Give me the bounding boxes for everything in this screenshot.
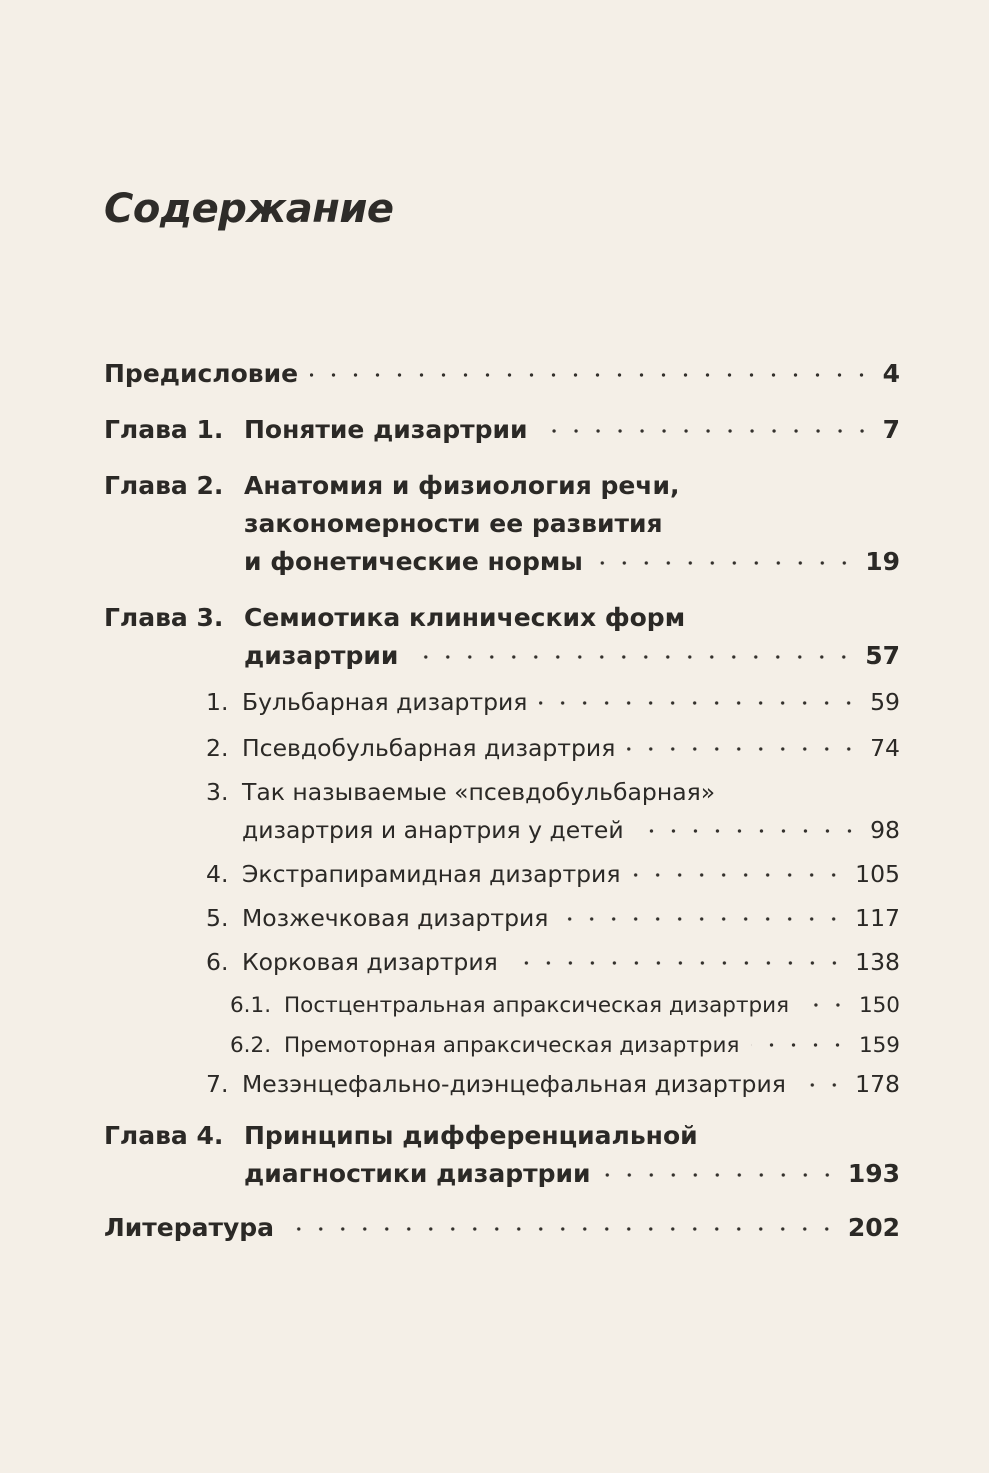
section-title: Бульбарная дизартрия [242, 688, 528, 716]
toc-page-number: 7 [882, 415, 900, 444]
dot-leader [286, 1222, 838, 1236]
toc-entry-chapter-2-line-2 [104, 498, 900, 538]
section-title: Экстрапирамидная дизартрия [242, 860, 621, 888]
toc-entry-chapter-2-line-1[interactable] [104, 460, 900, 500]
dot-leader [627, 742, 860, 756]
toc-page-number: 178 [855, 1070, 900, 1098]
dot-leader [801, 998, 849, 1012]
toc-entry-title-line: дизартрии [244, 641, 399, 670]
toc-page-number: 59 [870, 688, 900, 716]
section-number: 5. [206, 904, 229, 932]
section-title: Мозжечковая дизартрия [242, 904, 549, 932]
section-title: Постцентральная апраксическая дизартрия [284, 993, 790, 1018]
toc-section-3-line-1[interactable] [206, 766, 900, 806]
toc-page-number: 74 [870, 734, 900, 762]
section-title: Корковая дизартрия [242, 948, 498, 976]
toc-page-number: 98 [870, 816, 900, 844]
dot-leader [510, 956, 845, 970]
dot-leader [540, 424, 873, 438]
dot-leader [798, 1078, 845, 1092]
toc-section-6[interactable] [206, 936, 900, 976]
toc-entry-chapter-1[interactable] [104, 404, 900, 444]
section-number: 7. [206, 1070, 229, 1098]
toc-entry-chapter-2-line-3 [104, 536, 900, 576]
dot-leader [595, 556, 855, 570]
toc-entry-title-line: закономерности ее развития [244, 509, 663, 538]
toc-entry-title-line: Анатомия и физиология речи, [244, 471, 680, 500]
page-title: Содержание [104, 186, 394, 232]
toc-entry-title-line: и фонетические нормы [244, 547, 583, 576]
chapter-label: Глава 2. [104, 471, 224, 500]
chapter-label: Глава 1. [104, 415, 224, 444]
toc-entry-title: Понятие дизартрии [244, 415, 528, 444]
section-number: 6.1. [230, 993, 272, 1018]
toc-section-7[interactable] [206, 1058, 900, 1098]
toc-page-number: 105 [855, 860, 900, 888]
section-title: Премоторная апраксическая дизартрия [284, 1033, 740, 1058]
dot-leader [560, 912, 845, 926]
toc-entry-literature[interactable] [104, 1202, 900, 1242]
toc-section-1[interactable] [206, 676, 900, 716]
toc-entry-title: Предисловие [104, 359, 299, 388]
toc-section-2[interactable] [206, 722, 900, 762]
toc-subsection-6-1[interactable] [230, 978, 900, 1018]
section-number: 6. [206, 948, 229, 976]
section-number: 3. [206, 778, 229, 806]
toc-page-number: 117 [855, 904, 900, 932]
section-title-line: Так называемые «псевдобульбарная» [242, 778, 716, 806]
toc-page-number: 19 [865, 547, 900, 576]
section-number: 6.2. [230, 1033, 272, 1058]
section-title: Мезэнцефально-диэнцефальная дизартрия [242, 1070, 786, 1098]
toc-entry-title-line: Принципы дифференциальной [244, 1121, 698, 1150]
toc-entry-chapter-4-line-1[interactable] [104, 1110, 900, 1150]
toc-page-number: 202 [847, 1213, 900, 1242]
toc-entry-preface[interactable] [104, 348, 900, 388]
section-title-line: дизартрия и анартрия у детей [242, 816, 624, 844]
dot-leader [636, 824, 860, 838]
toc-entry-title: Литература [104, 1213, 275, 1242]
toc-page-number: 193 [847, 1159, 900, 1188]
toc-entry-chapter-3-line-2 [104, 630, 900, 670]
dot-leader [632, 868, 845, 882]
dot-leader [410, 650, 855, 664]
toc-entry-title-line: диагностики дизартрии [244, 1159, 591, 1188]
dot-leader [539, 696, 860, 710]
toc-page-number: 159 [858, 1033, 900, 1058]
dot-leader [310, 368, 873, 382]
toc-section-5[interactable] [206, 892, 900, 932]
toc-subsection-6-2[interactable] [230, 1018, 900, 1058]
toc-page-number: 4 [882, 359, 900, 388]
section-title: Псевдобульбарная дизартрия [242, 734, 616, 762]
toc-page-number: 150 [858, 993, 900, 1018]
toc-section-4[interactable] [206, 848, 900, 888]
chapter-label: Глава 4. [104, 1121, 224, 1150]
section-number: 1. [206, 688, 229, 716]
chapter-label: Глава 3. [104, 603, 224, 632]
toc-entry-chapter-3-line-1[interactable] [104, 592, 900, 632]
section-number: 4. [206, 860, 229, 888]
dot-leader [751, 1038, 849, 1052]
toc-page-number: 138 [855, 948, 900, 976]
toc-entry-title-line: Семиотика клинических форм [244, 603, 686, 632]
dot-leader [603, 1168, 838, 1182]
toc-page-number: 57 [865, 641, 900, 670]
toc-entry-chapter-4-line-2 [104, 1148, 900, 1188]
toc-section-3-line-2 [206, 804, 900, 844]
section-number: 2. [206, 734, 229, 762]
